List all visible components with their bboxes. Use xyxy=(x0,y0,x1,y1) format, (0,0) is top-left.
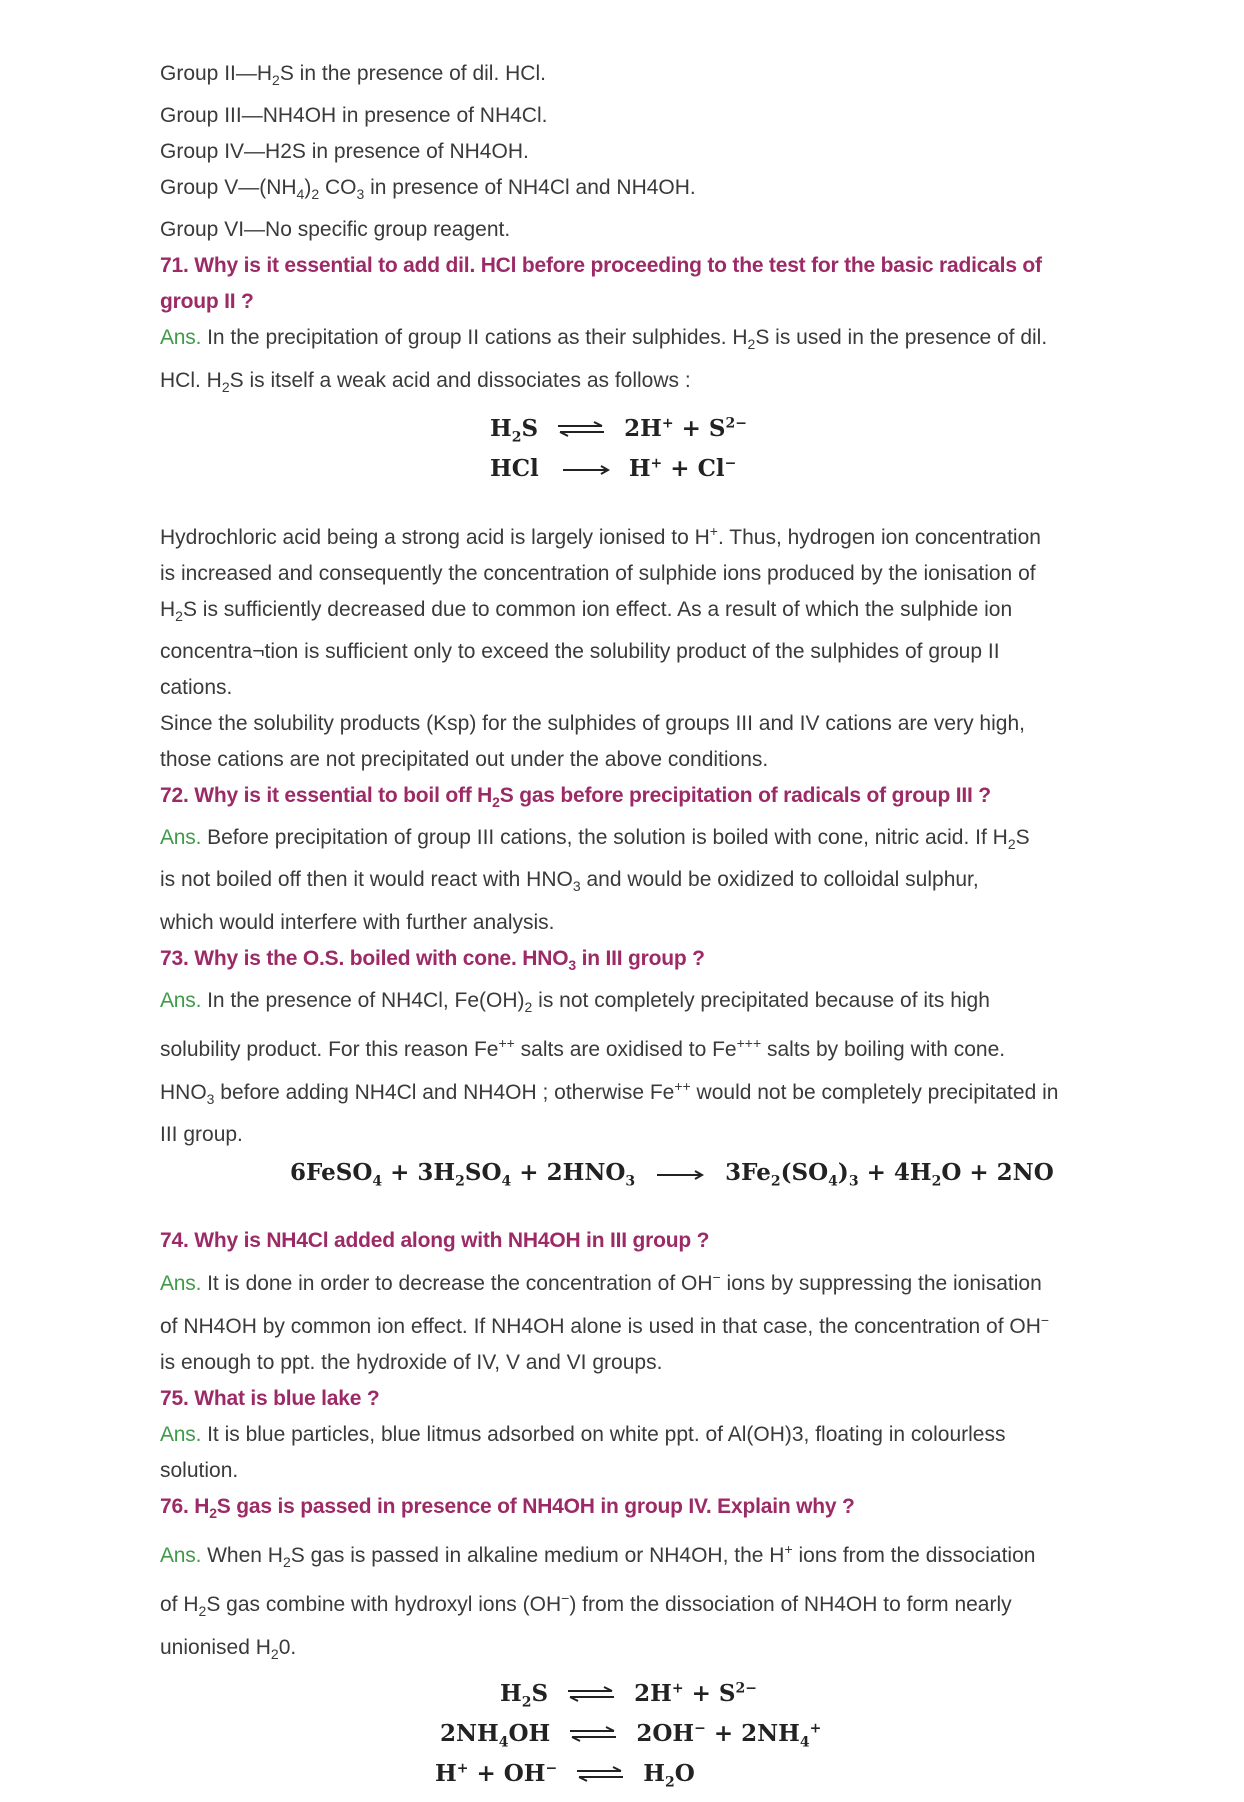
answer-71-line2: HCl. $H_2S$ is itself a weak acid and dissociates as follows : xyxy=(160,368,691,395)
group3-line: Group III—NH4OH in presence of NH4Cl. xyxy=(160,104,548,128)
question-74: 74. Why is NH4Cl added along with NH4OH in III group ? xyxy=(160,1229,710,1253)
answer-73-line4: III group. xyxy=(160,1123,243,1147)
question-71-line2: group II ? xyxy=(160,290,254,314)
para-71-6: Since the solubility products (Ksp) for the sulphides of groups III and IV cations are very high, xyxy=(160,711,1025,735)
equation-block-73 xyxy=(160,1153,1090,1223)
answer-76-line1: Ans. When $H_2S$ gas is passed in alkaline medium or NH4OH, the H+ ions from the dissociation xyxy=(160,1541,1036,1571)
equation-block-76 xyxy=(160,1672,1090,1802)
arrow-right-icon xyxy=(655,1161,705,1188)
equation-water-formation: H+ + OH− $H_2O$ xyxy=(435,1759,695,1791)
ans-label: Ans. xyxy=(160,1544,202,1568)
arrow-right-icon xyxy=(561,456,611,483)
answer-75-line2: solution. xyxy=(160,1459,239,1483)
answer-76-line3: unionised $H_20$. xyxy=(160,1635,297,1662)
answer-73-line3: $HNO_3$ before adding NH4Cl and NH4OH ; otherwise Fe++ would not be completely precipitated in xyxy=(160,1077,1059,1108)
ans-label: Ans. xyxy=(160,1272,202,1296)
equation-h2s-dissociation: $H_2S$ $2H^+ + S^{2-}$ xyxy=(500,1679,757,1711)
para-71-1: Hydrochloric acid being a strong acid is largely ionised to H+. Thus, hydrogen ion concentration xyxy=(160,522,1041,549)
para-71-5: cations. xyxy=(160,675,233,699)
group4-line: Group IV—H2S in presence of NH4OH. xyxy=(160,140,529,164)
answer-73-line2: solubility product. For this reason Fe++ salts are oxidised to Fe+++ salts by boiling with cone. xyxy=(160,1034,1006,1061)
answer-74-line2: of NH4OH by common ion effect. If NH4OH alone is used in that case, the concentration of OH− xyxy=(160,1312,1050,1339)
answer-72-line1: Ans. Before precipitation of group III cations, the solution is boiled with cone, nitric acid. If $H_2S$ xyxy=(160,826,1030,853)
equation-h2s: $H_2S$ $2H^+ + S^{2-}$ xyxy=(490,414,748,446)
para-71-2: is increased and consequently the concentration of sulphide ions produced by the ionisation of xyxy=(160,561,1036,585)
equation-block-71 xyxy=(160,405,1090,513)
answer-71-line1: Ans. In the precipitation of group II cations as their sulphides. $H_2S$ is used in the presence of dil. xyxy=(160,326,1048,353)
ans-label: Ans. xyxy=(160,1423,202,1447)
answer-76-line2: of $H_2S$ gas combine with hydroxyl ions (OH−) from the dissociation of NH4OH to form nearly xyxy=(160,1590,1012,1620)
para-71-7: those cations are not precipitated out under the above conditions. xyxy=(160,747,769,771)
question-72: 72. Why is it essential to boil off $H_2S$ gas before precipitation of radicals of group III ? xyxy=(160,783,991,811)
para-71-4: concentra¬tion is sufficient only to exceed the solubility product of the sulphides of group II xyxy=(160,639,1000,663)
equilibrium-arrow-icon xyxy=(568,1721,618,1748)
question-75: 75. What is blue lake ? xyxy=(160,1387,380,1411)
equation-feso4: 6FeSO$_4$ + $3H_2SO_4 + 2HNO_3$ $3Fe_2(SO_4)_3 + 4H_2O + 2NO$ xyxy=(290,1159,1054,1190)
question-76: 76. $H_2S$ gas is passed in presence of NH4OH in group IV. Explain why ? xyxy=(160,1495,855,1522)
answer-75-line1: Ans. It is blue particles, blue litmus adsorbed on white ppt. of Al(OH)3, floating in colourless xyxy=(160,1423,1006,1447)
answer-74-line1: Ans. It is done in order to decrease the concentration of OH− ions by suppressing the ionisation xyxy=(160,1269,1042,1296)
answer-74-line3: is enough to ppt. the hydroxide of IV, V and VI groups. xyxy=(160,1351,663,1375)
group6-line: Group VI—No specific group reagent. xyxy=(160,218,511,242)
equation-hcl: HCl H+ + Cl− xyxy=(490,454,737,482)
equation-nh4oh-dissociation: $2NH_4OH$ $2OH^- + 2NH_4^+$ xyxy=(440,1719,822,1751)
answer-72-line2: is not boiled off then it would react with $HNO_3$ and would be oxidized to colloidal sulphur, xyxy=(160,868,979,895)
ans-label: Ans. xyxy=(160,988,202,1012)
ans-label: Ans. xyxy=(160,826,202,850)
answer-73-line1: Ans. In the presence of NH4Cl, $Fe(OH)_2$ is not completely precipitated because of its high xyxy=(160,988,990,1015)
group2-line: Group $II—H_2S$ in the presence of dil. HCl. xyxy=(160,62,546,89)
question-71-line1: 71. Why is it essential to add dil. HCl before proceeding to the test for the basic radicals of xyxy=(160,254,1042,278)
equilibrium-arrow-icon xyxy=(556,416,606,443)
equilibrium-arrow-icon xyxy=(566,1681,616,1708)
content-column xyxy=(160,56,1090,1802)
equilibrium-arrow-icon xyxy=(575,1761,625,1788)
question-73: 73. Why is the O.S. boiled with cone. $HNO_3$ in III group ? xyxy=(160,946,705,973)
answer-72-line3: which would interfere with further analysis. xyxy=(160,910,555,934)
ans-label: Ans. xyxy=(160,326,202,350)
para-71-3: $H_2S$ is sufficiently decreased due to common ion effect. As a result of which the sulphide ion xyxy=(160,597,1013,624)
group5-line: Group $V—(NH_4)_2$ $CO_3$ in presence of NH4Cl and NH4OH. xyxy=(160,176,696,203)
